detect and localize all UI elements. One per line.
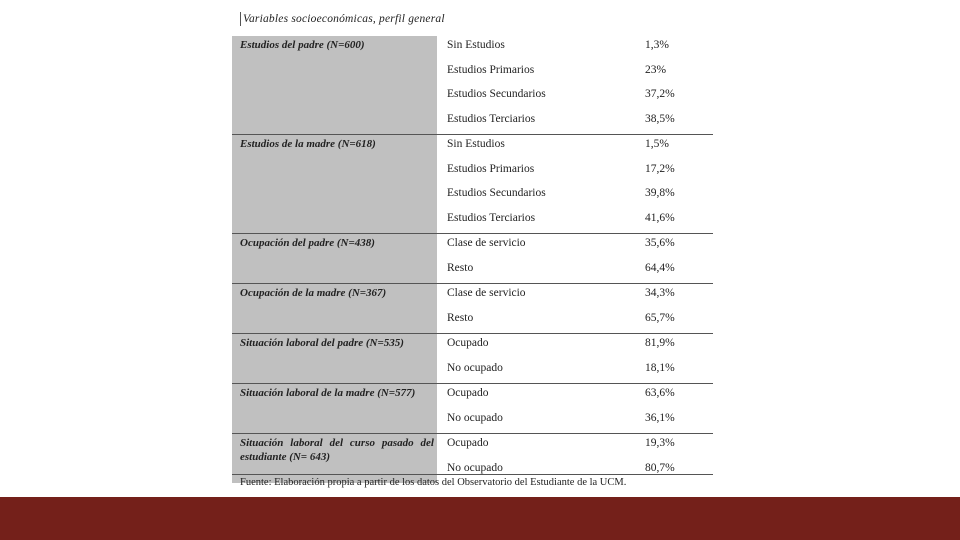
row-category: No ocupado (447, 361, 503, 374)
table-group (232, 283, 713, 333)
group-label: Ocupación del padre (N=438) (232, 234, 438, 283)
row-category: Clase de servicio (447, 287, 526, 299)
row-category: Resto (447, 311, 474, 324)
table-row (438, 284, 713, 309)
table-row (438, 110, 713, 135)
socioeconomic-table (232, 36, 713, 483)
table-group (232, 433, 713, 483)
row-value: 63,6% (645, 387, 675, 399)
row-value: 38,5% (645, 112, 675, 125)
row-category: Resto (447, 261, 474, 274)
bottom-accent-bar (0, 497, 960, 540)
table-row (438, 409, 713, 434)
row-category: No ocupado (447, 461, 503, 474)
table-row (438, 85, 713, 110)
table-row (438, 359, 713, 384)
source-footnote: Fuente: Elaboración propia a partir de los datos del Observatorio del Estudiante de la UCM. (240, 477, 627, 488)
table-row (438, 135, 713, 160)
table-row (438, 334, 713, 359)
row-value: 81,9% (645, 337, 675, 349)
table-row (438, 160, 713, 185)
row-value: 35,6% (645, 237, 675, 249)
row-category: Estudios Secundarios (447, 88, 546, 100)
table-row (438, 61, 713, 86)
table-row (438, 184, 713, 209)
table-group (232, 383, 713, 433)
row-category: No ocupado (447, 411, 503, 424)
table-row (438, 434, 713, 459)
row-category: Clase de servicio (447, 237, 526, 249)
row-category: Estudios Primarios (447, 162, 535, 175)
table-group (232, 333, 713, 383)
group-label: Situación laboral del curso pasado del estudiante (N= 643) (232, 434, 438, 483)
group-label: Estudios de la madre (N=618) (232, 135, 438, 233)
row-value: 18,1% (645, 361, 675, 374)
group-label: Situación laboral del padre (N=535) (232, 334, 438, 383)
row-value: 19,3% (645, 437, 675, 449)
row-category: Sin Estudios (447, 39, 505, 51)
row-value: 36,1% (645, 411, 675, 424)
row-category: Estudios Primarios (447, 63, 535, 76)
row-value: 23% (645, 63, 667, 76)
row-value: 41,6% (645, 211, 675, 224)
table-group (232, 134, 713, 233)
row-category: Estudios Secundarios (447, 187, 546, 199)
table-row (438, 209, 713, 234)
group-label: Situación laboral de la madre (N=577) (232, 384, 438, 433)
table-group (232, 233, 713, 283)
row-value: 65,7% (645, 311, 675, 324)
row-value: 1,3% (645, 39, 669, 51)
row-value: 39,8% (645, 187, 675, 199)
row-value: 17,2% (645, 162, 675, 175)
row-category: Estudios Terciarios (447, 112, 536, 125)
row-category: Estudios Terciarios (447, 211, 536, 224)
row-value: 64,4% (645, 261, 675, 274)
table-row (438, 259, 713, 284)
table-row (438, 234, 713, 259)
group-label: Estudios del padre (N=600) (232, 36, 438, 134)
table-row (438, 309, 713, 334)
table-row (438, 36, 713, 61)
row-category: Ocupado (447, 387, 489, 399)
group-label: Ocupación de la madre (N=367) (232, 284, 438, 333)
row-category: Ocupado (447, 337, 489, 349)
row-value: 34,3% (645, 287, 675, 299)
row-value: 1,5% (645, 138, 669, 150)
row-category: Ocupado (447, 437, 489, 449)
row-value: 80,7% (645, 461, 675, 474)
row-category: Sin Estudios (447, 138, 505, 150)
table-row (438, 384, 713, 409)
table-caption: Variables socioeconómicas, perfil general (240, 12, 445, 26)
table-group (232, 36, 713, 134)
row-value: 37,2% (645, 88, 675, 100)
table-bottom-rule (232, 474, 713, 475)
